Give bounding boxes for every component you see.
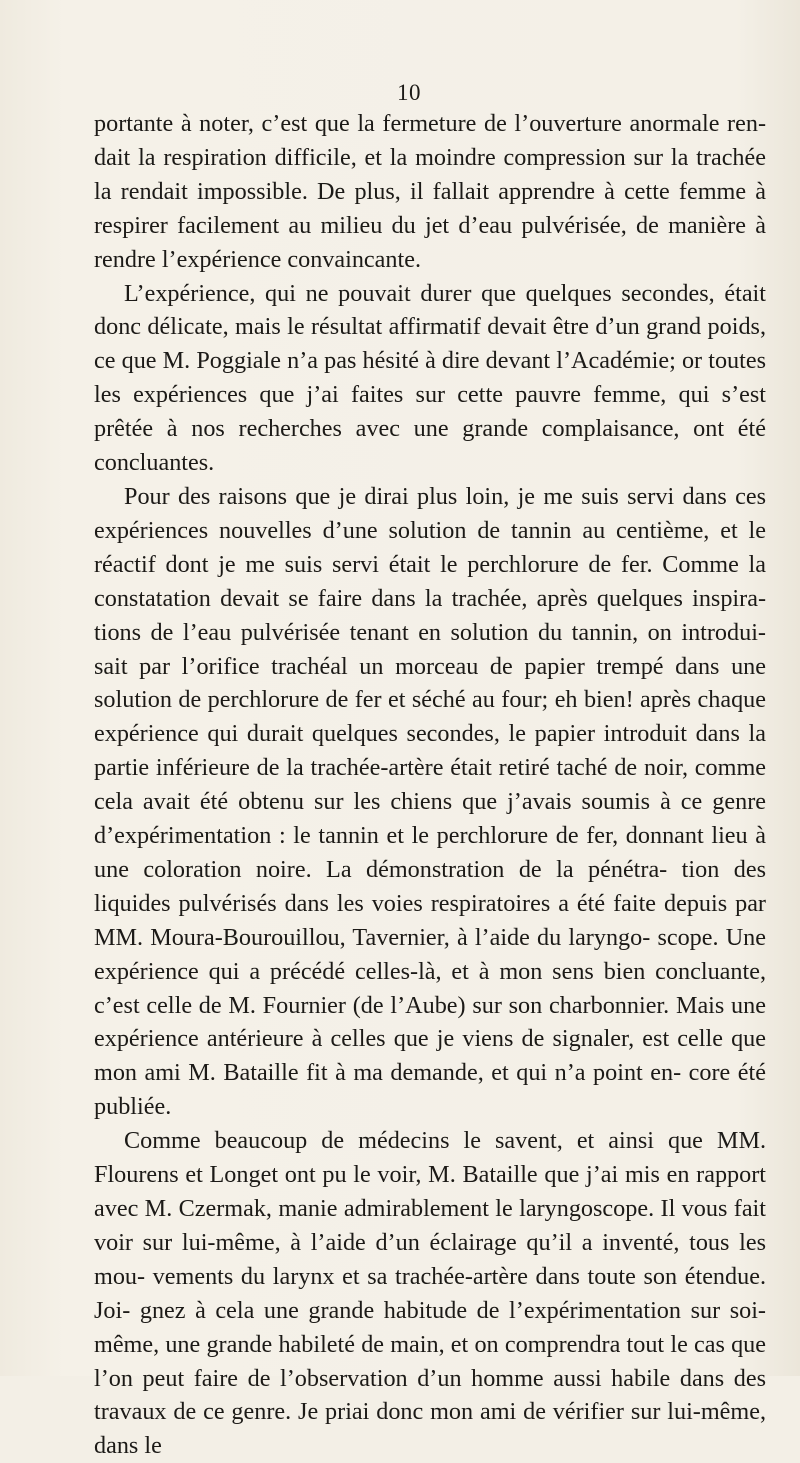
paragraph-experience: L’expérience, qui ne pouvait durer que quelques secondes, était donc délicate, mais le résultat affirmatif devait être d’un grand poids, ce que M. Poggiale n’a pas hésité à dire devant l’Académie; or toutes les expériences que j’ai faites sur cette pauvre femme, qui s’est prêtée à nos recherches avec une grande complaisance, ont été concluantes. [94,279,766,477]
paragraph-tannin-solution: Pour des raisons que je dirai plus loin, je me suis servi dans ces expériences nouvelles d’une solution de tannin au centième, et le réactif dont je me suis servi était le perchlorure de fer. Comme la constatation devait se faire dans la trachée, après quelques inspira- tions de l’eau pulvérisée tenant en solution du tannin, on introdui- sait par l’orifice trachéal un morceau de papier trempé dans une solution de perchlorure de fer et séché au four; eh bien! après chaque expérience qui durait quelques secondes, le papier introduit dans la partie inférieure de la trachée-artère était retiré taché de noir, comme cela avait été obtenu sur les chiens que j’avais soumis à ce genre d’expérimentation : le tannin et le perchlorure de fer, donnant lieu à une coloration noire. La démonstration de la pénétra- tion des liquides pulvérisés dans les voies respiratoires a été faite depuis par MM. Moura-Bourouillou, Tavernier, à l’aide du laryngo- scope. Une expérience qui a précédé celles-là, et à mon sens bien concluante, c’est celle de M. Fournier (de l’Aube) sur son charbonnier. Mais une expérience antérieure à celles que je viens de signaler, est celle que mon ami M. Bataille fit à ma demande, et qui n’a point en- core été publiée. [94,482,766,1121]
paragraph-continuation: portante à noter, c’est que la fermeture de l’ouverture anormale ren- dait la respiration difficile, et la moindre compression sur la trachée la rendait impossible. De plus, il fallait apprendre à cette femme à respirer facilement au milieu du jet d’eau pulvérisée, de manière à rendre l’expérience convaincante. [94,110,766,273]
paragraph-laryngoscope: Comme beaucoup de médecins le savent, et ainsi que MM. Flourens et Longet ont pu le voir, M. Bataille que j’ai mis en rapport avec M. Czermak, manie admirablement le laryngoscope. Il vous fait voir sur lui-même, à l’aide d’un éclairage qu’il a inventé, tous les mou- vements du larynx et sa trachée-artère dans toute son étendue. Joi- gnez à cela une grande habitude de l’expérimentation sur soi-même, une grande habileté de main, et on comprendra tout le cas que l’on peut faire de l’observation d’un homme aussi habile dans des travaux de ce genre. Je priai donc mon ami de vérifier sur lui-même, dans le [94,1127,766,1460]
page-number: 10 [397,80,421,105]
body-text [94,107,766,1463]
